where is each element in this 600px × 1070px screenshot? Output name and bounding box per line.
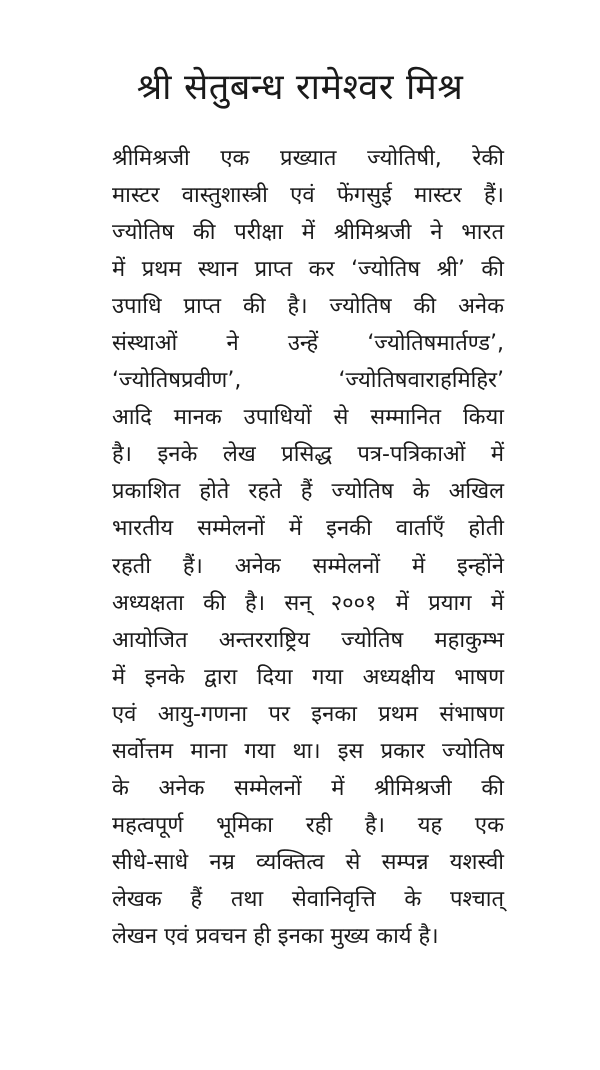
text-line: आयोजित अन्तरराष्ट्रिय ज्योतिष महाकुम्भ — [112, 627, 504, 653]
text-line: महत्वपूर्ण भूमिका रही है। यह एक — [112, 812, 504, 838]
text-line: सीधे-साधे नम्र व्यक्तित्व से सम्पन्न यशस्वी — [112, 849, 504, 875]
biography-paragraph — [112, 140, 504, 955]
text-line: श्रीमिश्रजी एक प्रख्यात ज्योतिषी, रेकी — [112, 146, 504, 171]
text-line: ‘ज्योतिषप्रवीण’, ‘ज्योतिषवाराहमिहिर’ — [112, 368, 504, 394]
text-line: ज्योतिष की परीक्षा में श्रीमिश्रजी ने भारत — [112, 220, 504, 246]
text-line: के अनेक सम्मेलनों में श्रीमिश्रजी की — [112, 775, 504, 801]
text-line: अध्यक्षता की है। सन् २००१ में प्रयाग में — [112, 590, 504, 616]
page-title: श्री सेतुबन्ध रामेश्वर मिश्र — [136, 67, 464, 108]
text-line: लेखन एवं प्रवचन ही इनका मुख्य कार्य है। — [112, 923, 439, 949]
text-line: लेखक हैं तथा सेवानिवृत्ति के पश्चात् — [112, 886, 504, 912]
text-line: संस्थाओं ने उन्हें ‘ज्योतिषमार्तण्ड’, — [112, 331, 504, 357]
text-line: भारतीय सम्मेलनों में इनकी वार्ताएँ होती — [112, 516, 504, 542]
text-line: रहती हैं। अनेक सम्मेलनों में इन्होंने — [112, 553, 504, 579]
text-line: है। इनके लेख प्रसिद्ध पत्र-पत्रिकाओं में — [112, 442, 504, 468]
text-line: एवं आयु-गणना पर इनका प्रथम संभाषण — [112, 701, 504, 727]
text-line: उपाधि प्राप्त की है। ज्योतिष की अनेक — [112, 294, 504, 320]
text-line: मास्टर वास्तुशास्त्री एवं फेंगसुई मास्टर हैं। — [112, 183, 504, 209]
text-line: सर्वोत्तम माना गया था। इस प्रकार ज्योतिष — [112, 738, 504, 764]
text-line: में इनके द्वारा दिया गया अध्यक्षीय भाषण — [112, 664, 504, 690]
text-line: आदि मानक उपाधियों से सम्मानित किया — [112, 405, 504, 431]
text-line: प्रकाशित होते रहते हैं ज्योतिष के अखिल — [112, 479, 504, 505]
text-line: में प्रथम स्थान प्राप्त कर ‘ज्योतिष श्री’ की — [112, 257, 504, 283]
